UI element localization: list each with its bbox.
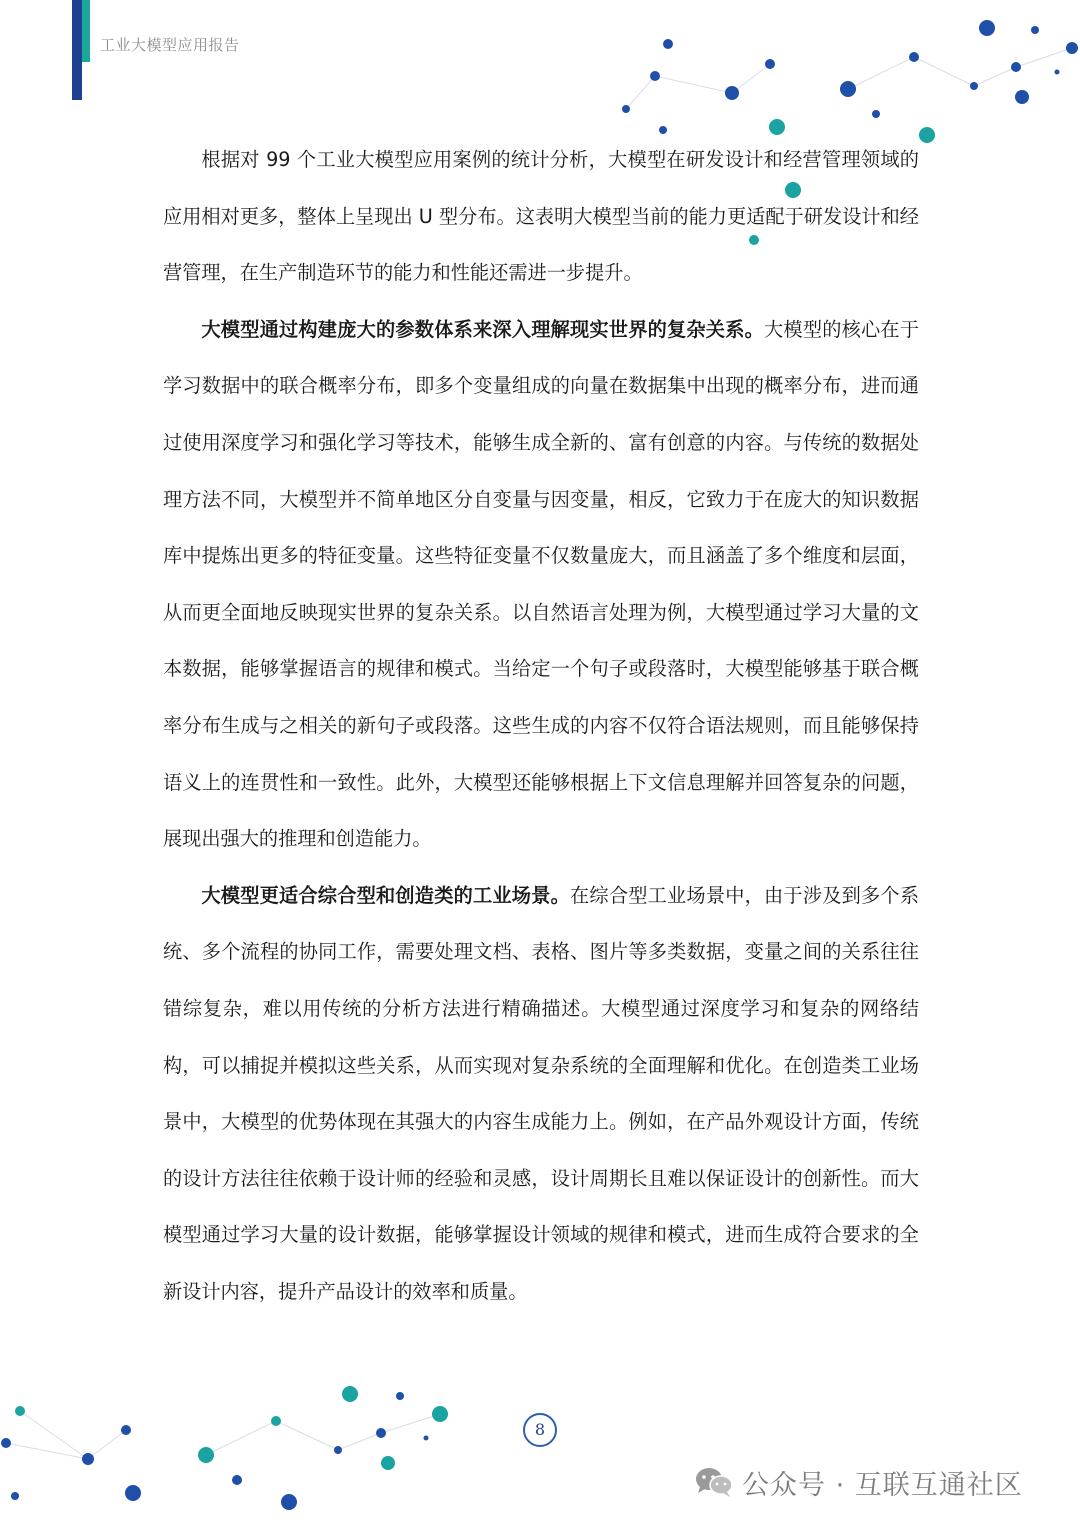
page-number: 8 bbox=[523, 1413, 557, 1447]
header-title: 工业大模型应用报告 bbox=[100, 36, 240, 54]
watermark bbox=[694, 1462, 1023, 1502]
paragraph-text: 在综合型工业场景中，由于涉及到多个系统、多个流程的协同工作，需要处理文档、表格、图片等多类数据，变量之间的关系往往错综复杂，难以用传统的分析方法进行精确描述。大模型通过深度学习和复杂的网络结构，可以捕捉并模拟这些关系，从而实现对复杂系统的全面理解和优化。在创造类工业场景中，大模型的优势体现在其强大的内容生成能力上。例如，在产品外观设计方面，传统的设计方法往往依赖于设计师的经验和灵感，设计周期长且难以保证设计的创新性。而大模型通过学习大量的设计数据，能够掌握设计领域的规律和模式，进而生成符合要求的全新设计内容，提升产品设计的效率和质量。 bbox=[163, 883, 920, 1303]
paragraph-lead: 大模型通过构建庞大的参数体系来深入理解现实世界的复杂关系。 bbox=[201, 317, 765, 341]
paragraph-lead: 大模型更适合综合型和创造类的工业场景。 bbox=[201, 883, 571, 907]
paragraph-2 bbox=[163, 302, 919, 868]
paragraph-text: 大模型的核心在于学习数据中的联合概率分布，即多个变量组成的向量在数据集中出现的概率分布，进而通过使用深度学习和强化学习等技术，能够生成全新的、富有创意的内容。与传统的数据处理方法不同，大模型并不简单地区分自变量与因变量，相反，它致力于在庞大的知识数据库中提炼出更多的特征变量。这些特征变量不仅数量庞大，而且涵盖了多个维度和层面，从而更全面地反映现实世界的复杂关系。以自然语言处理为例，大模型通过学习大量的文本数据，能够掌握语言的规律和模式。当给定一个句子或段落时，大模型能够基于联合概率分布生成与之相关的新句子或段落。这些生成的内容不仅符合语法规则，而且能够保持语义上的连贯性和一致性。此外，大模型还能够根据上下文信息理解并回答复杂的问题，展现出强大的推理和创造能力。 bbox=[163, 317, 920, 851]
paragraph-3 bbox=[163, 868, 919, 1321]
wechat-icon bbox=[694, 1466, 734, 1498]
watermark-text: 公众号 · 互联互通社区 bbox=[742, 1469, 1023, 1501]
paragraph-1 bbox=[163, 132, 919, 302]
paragraph-text: 根据对 99 个工业大模型应用案例的统计分析，大模型在研发设计和经营管理领域的应用相对更多，整体上呈现出 U 型分布。这表明大模型当前的能力更适配于研发设计和经营管理，在生产制造环节的能力和性能还需进一步提升。 bbox=[163, 148, 919, 285]
body-text bbox=[163, 132, 919, 1320]
